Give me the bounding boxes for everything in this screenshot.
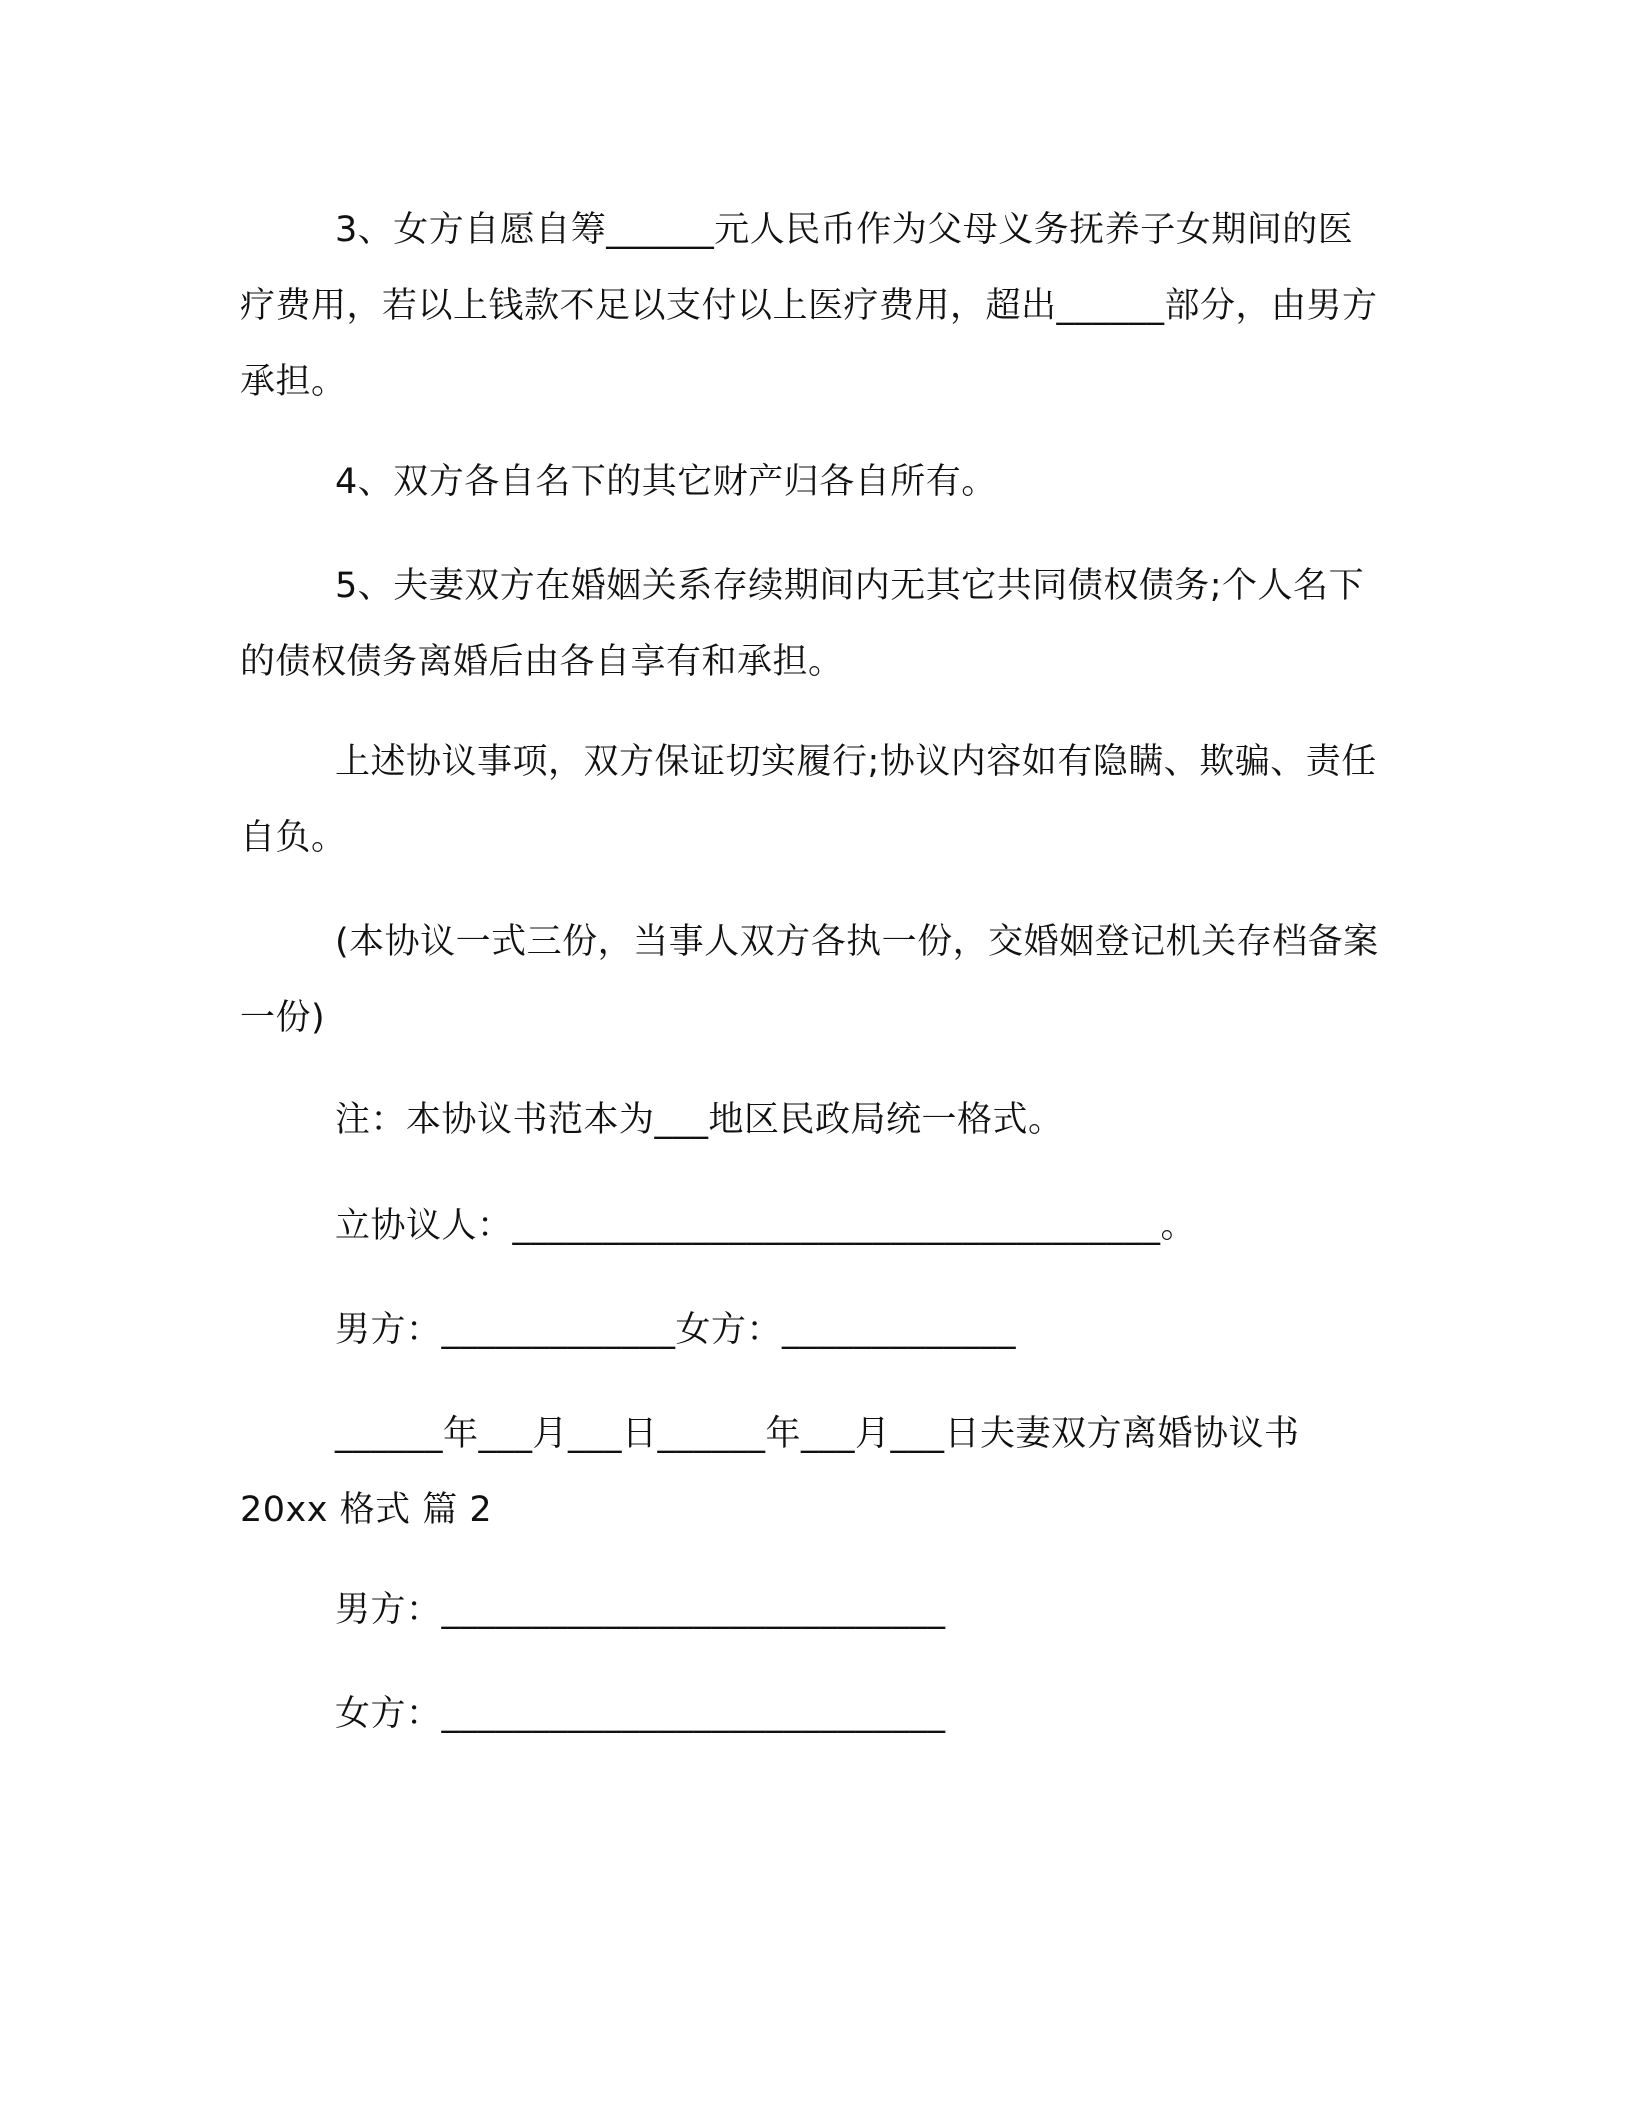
paragraph-separate-property: 4、双方各自名下的其它财产归各自所有。 <box>335 462 997 502</box>
male-female-signature-line: 男方：_____________女方：_____________ <box>335 1310 1017 1350</box>
date-and-heading-line: ______年___月___日______年___月___日夫妻双方离婚协议书 20xx 格式 篇 2 <box>240 1414 1312 1530</box>
paragraph-debts: 5、夫妻双方在婚姻关系存续期间内无其它共同债权债务;个人名下的债权债务离婚后由各自享有和承担。 <box>240 566 1365 682</box>
paragraph-note: 注：本协议书范本为___地区民政局统一格式。 <box>335 1100 1064 1140</box>
female-party-line: 女方：____________________________ <box>335 1694 946 1734</box>
signer-line: 立协议人：____________________________________。 <box>335 1206 1197 1246</box>
paragraph-medical-expenses: 3、女方自愿自筹______元人民币作为父母义务抚养子女期间的医疗费用，若以上钱款不足以支付以上医疗费用，超出______部分，由男方承担。 <box>240 210 1378 402</box>
male-party-line: 男方：____________________________ <box>335 1590 946 1630</box>
paragraph-performance-guarantee: 上述协议事项，双方保证切实履行;协议内容如有隐瞒、欺骗、责任自负。 <box>240 742 1377 858</box>
paragraph-copies: (本协议一式三份，当事人双方各执一份，交婚姻登记机关存档备案一份) <box>240 922 1379 1038</box>
